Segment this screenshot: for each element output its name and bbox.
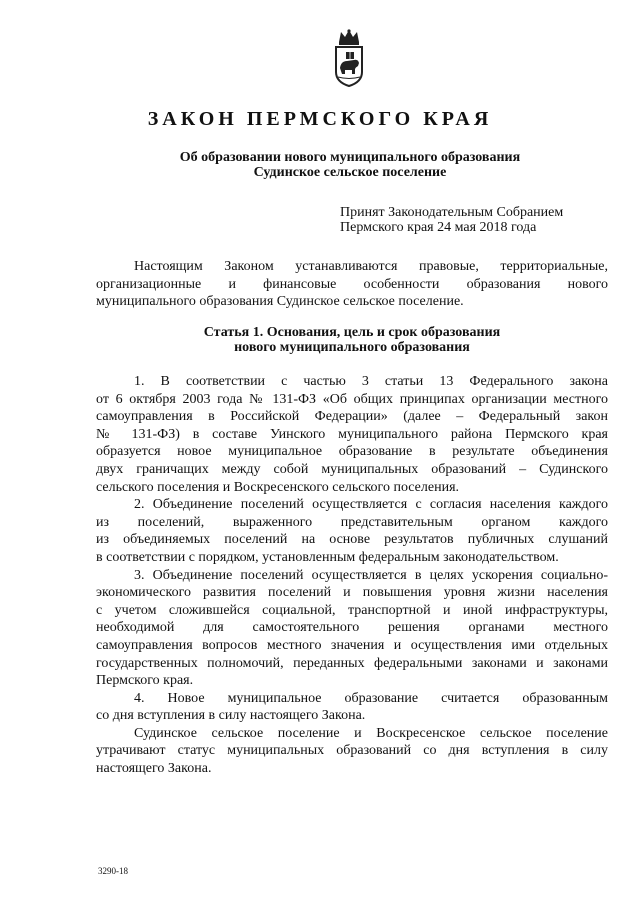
heading-line: Статья 1. Основания, цель и срок образования [203, 325, 501, 340]
paragraph-line: с учетом сложившейся социальной, транспортной и иной инфраструктуры, [96, 602, 608, 618]
subtitle-line: Об образовании нового муниципального образования [179, 150, 521, 165]
paragraph-line: сельского поселения и Воскресенского сельского поселения. [96, 479, 460, 495]
article-paragraph-2 [96, 496, 608, 566]
document-code: 3290-18 [98, 866, 128, 876]
paragraph-line: 4. Новое муниципальное образование считается образованным [134, 690, 608, 706]
subtitle-line: Судинское сельское поселение [253, 165, 447, 180]
paragraph-line: из поселений, выраженного представительным органом каждого [96, 514, 608, 530]
paragraph-line: настоящего Закона. [96, 761, 212, 777]
coat-of-arms-emblem [330, 28, 368, 88]
paragraph-line: в соответствии с порядком, установленным федеральным законодательством. [96, 549, 559, 565]
article-1-body [96, 373, 608, 778]
law-subtitle [60, 150, 640, 180]
intro-line: организационные и финансовые особенности образования нового [96, 276, 608, 292]
paragraph-line: государственных полномочий, переданных федеральными законами и законами [96, 655, 608, 671]
article-1-heading [96, 325, 608, 355]
article-paragraph-1 [96, 373, 608, 496]
intro-paragraph [96, 258, 608, 311]
paragraph-line: со дня вступления в силу настоящего Закона. [96, 708, 366, 724]
paragraph-line: № 131-ФЗ) в составе Уинского муниципального района Пермского края [96, 426, 608, 442]
paragraph-line: самоуправления в Российской Федерации» (далее – Федеральный закон [96, 409, 608, 425]
paragraph-line: утрачивают статус муниципальных образований со дня вступления в силу [96, 743, 608, 759]
paragraph-line: 1. В соответствии с частью 3 статьи 13 Федерального закона [134, 374, 608, 389]
article-paragraph-5 [96, 725, 608, 778]
intro-line: муниципального образования Судинское сельское поселение. [96, 294, 464, 310]
adoption-note [340, 205, 563, 235]
heading-line: нового муниципального образования [234, 340, 470, 355]
paragraph-line: двух граничащих между собой муниципальных образований – Судинского [96, 461, 608, 477]
paragraph-line: 3. Объединение поселений осуществляется в целях ускорения социально- [134, 567, 608, 583]
article-paragraph-4 [96, 690, 608, 725]
article-paragraph-3 [96, 567, 608, 690]
adoption-line: Принят Законодательным Собранием [340, 205, 564, 220]
paragraph-line: из объединяемых поселений на основе результатов публичных слушаний [96, 532, 608, 548]
law-title: ЗАКОН ПЕРМСКОГО КРАЯ [147, 108, 493, 130]
paragraph-line: экономического развития поселений и повышения уровня жизни населения [96, 585, 608, 601]
paragraph-line: 2. Объединение поселений осуществляется с согласия населения каждого [134, 497, 608, 513]
paragraph-line: необходимой для самостоятельного решения органами местного [96, 620, 608, 636]
adoption-line: Пермского края 24 мая 2018 года [340, 220, 537, 235]
paragraph-line: самоуправления вопросов местного значения и осуществления ими отдельных [96, 637, 608, 653]
paragraph-line: образуется новое муниципальное образование в результате объединения [96, 444, 608, 460]
intro-line: Настоящим Законом устанавливаются правовые, территориальные, [134, 259, 608, 274]
paragraph-line: Судинское сельское поселение и Воскресенское сельское поселение [134, 725, 608, 741]
paragraph-line: от 6 октября 2003 года № 131-ФЗ «Об общих принципах организации местного [96, 391, 608, 407]
paragraph-line: Пермского края. [96, 673, 194, 689]
